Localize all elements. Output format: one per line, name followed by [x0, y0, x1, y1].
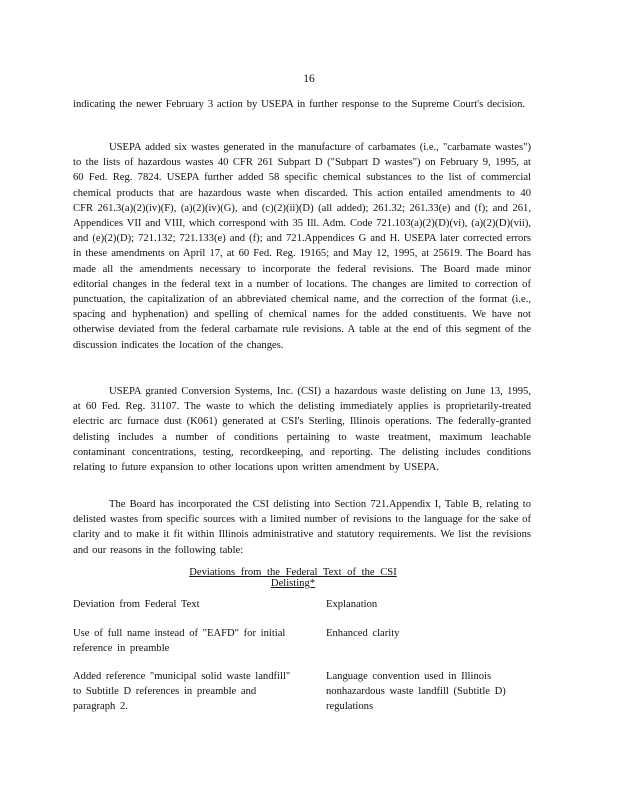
table-header-explanation: Explanation [326, 599, 378, 610]
table-row-2-explanation: Language convention used in Illinois nonhazardous waste landfill (Subtitle D) regulations [326, 671, 506, 713]
paragraph-board-incorporation: The Board has incorporated the CSI delisting into Section 721.Appendix I, Table B, relating to delisted wastes from specific sources with a limited number of revisions to the language for the sake of clarity and to make it fit within Illinois administrative and statutory requirements. We list the revisions and our reasons in the following table: [73, 499, 531, 556]
table-row-1-explanation: Enhanced clarity [326, 628, 400, 639]
page-number: 16 [303, 73, 315, 85]
paragraph-carbamate-wastes: USEPA added six wastes generated in the manufacture of carbamates (i.e., "carbamate wastes") to the lists of hazardous wastes 40 CFR 261 Subpart D ("Subpart D wastes") on February 9, 1995, at 60 Fed. Reg. 7824. USEPA further added 58 specific chemical substances to the list of commercial chemical products that are hazardous waste when discarded. This action entailed amendments to 40 CFR 261.3(a)(2)(iv)(F), (a)(2)(iv)(G), and (c)(2)(ii)(D) (all added); 261.32; 261.33(e) and (f); and 261, Appendices VII and VIII, which correspond with 35 Ill. Adm. Code 721.103(a)(2)(D)(vi), (a)(2)(D)(vii), and (e)(2)(D); 721.132; 721.133(e) and (f); and 721.Appendices G and H. USEPA later corrected errors in these amendments on April 17, at 60 Fed. Reg. 19165; and May 12, 1995, at 25619. The Board has made all the amendments necessary to incorporate the federal revisions. The Board made minor editorial changes in the federal text in a number of locations. The changes are limited to correction of punctuation, the capitalization of an abbreviated chemical name, and the correction of the format (i.e., spacing and hyphenation) and spelling of chemical names for the added constituents. We have not otherwise deviated from the federal carbamate rule revisions. A table at the end of this segment of the discussion indicates the location of the changes. [73, 142, 531, 351]
paragraph-continuation: indicating the newer February 3 action by USEPA in further response to the Supreme Court's decision. [73, 99, 526, 110]
paragraph-csi-delisting: USEPA granted Conversion Systems, Inc. (CSI) a hazardous waste delisting on June 13, 1995, at 60 Fed. Reg. 31107. The waste to which the delisting immediately applies is proprietarily-treated electric arc furnace dust (K061) generated at CSI's Sterling, Illinois operations. The federally-granted delisting includes a number of conditions pertaining to waste treatment, maximum leachable contaminant concentrations, testing, recordkeeping, and reporting. The delisting includes conditions relating to future expansion to other locations upon written amendment by USEPA. [73, 386, 531, 474]
table-title: Deviations from the Federal Text of the CSI Delisting* [189, 567, 397, 589]
table-header-deviation: Deviation from Federal Text [73, 599, 200, 610]
table-row-2-deviation: Added reference "municipal solid waste landfill" to Subtitle D references in preamble and paragraph 2. [73, 671, 291, 713]
table-row-1-deviation: Use of full name instead of "EAFD" for initial reference in preamble [73, 628, 286, 655]
